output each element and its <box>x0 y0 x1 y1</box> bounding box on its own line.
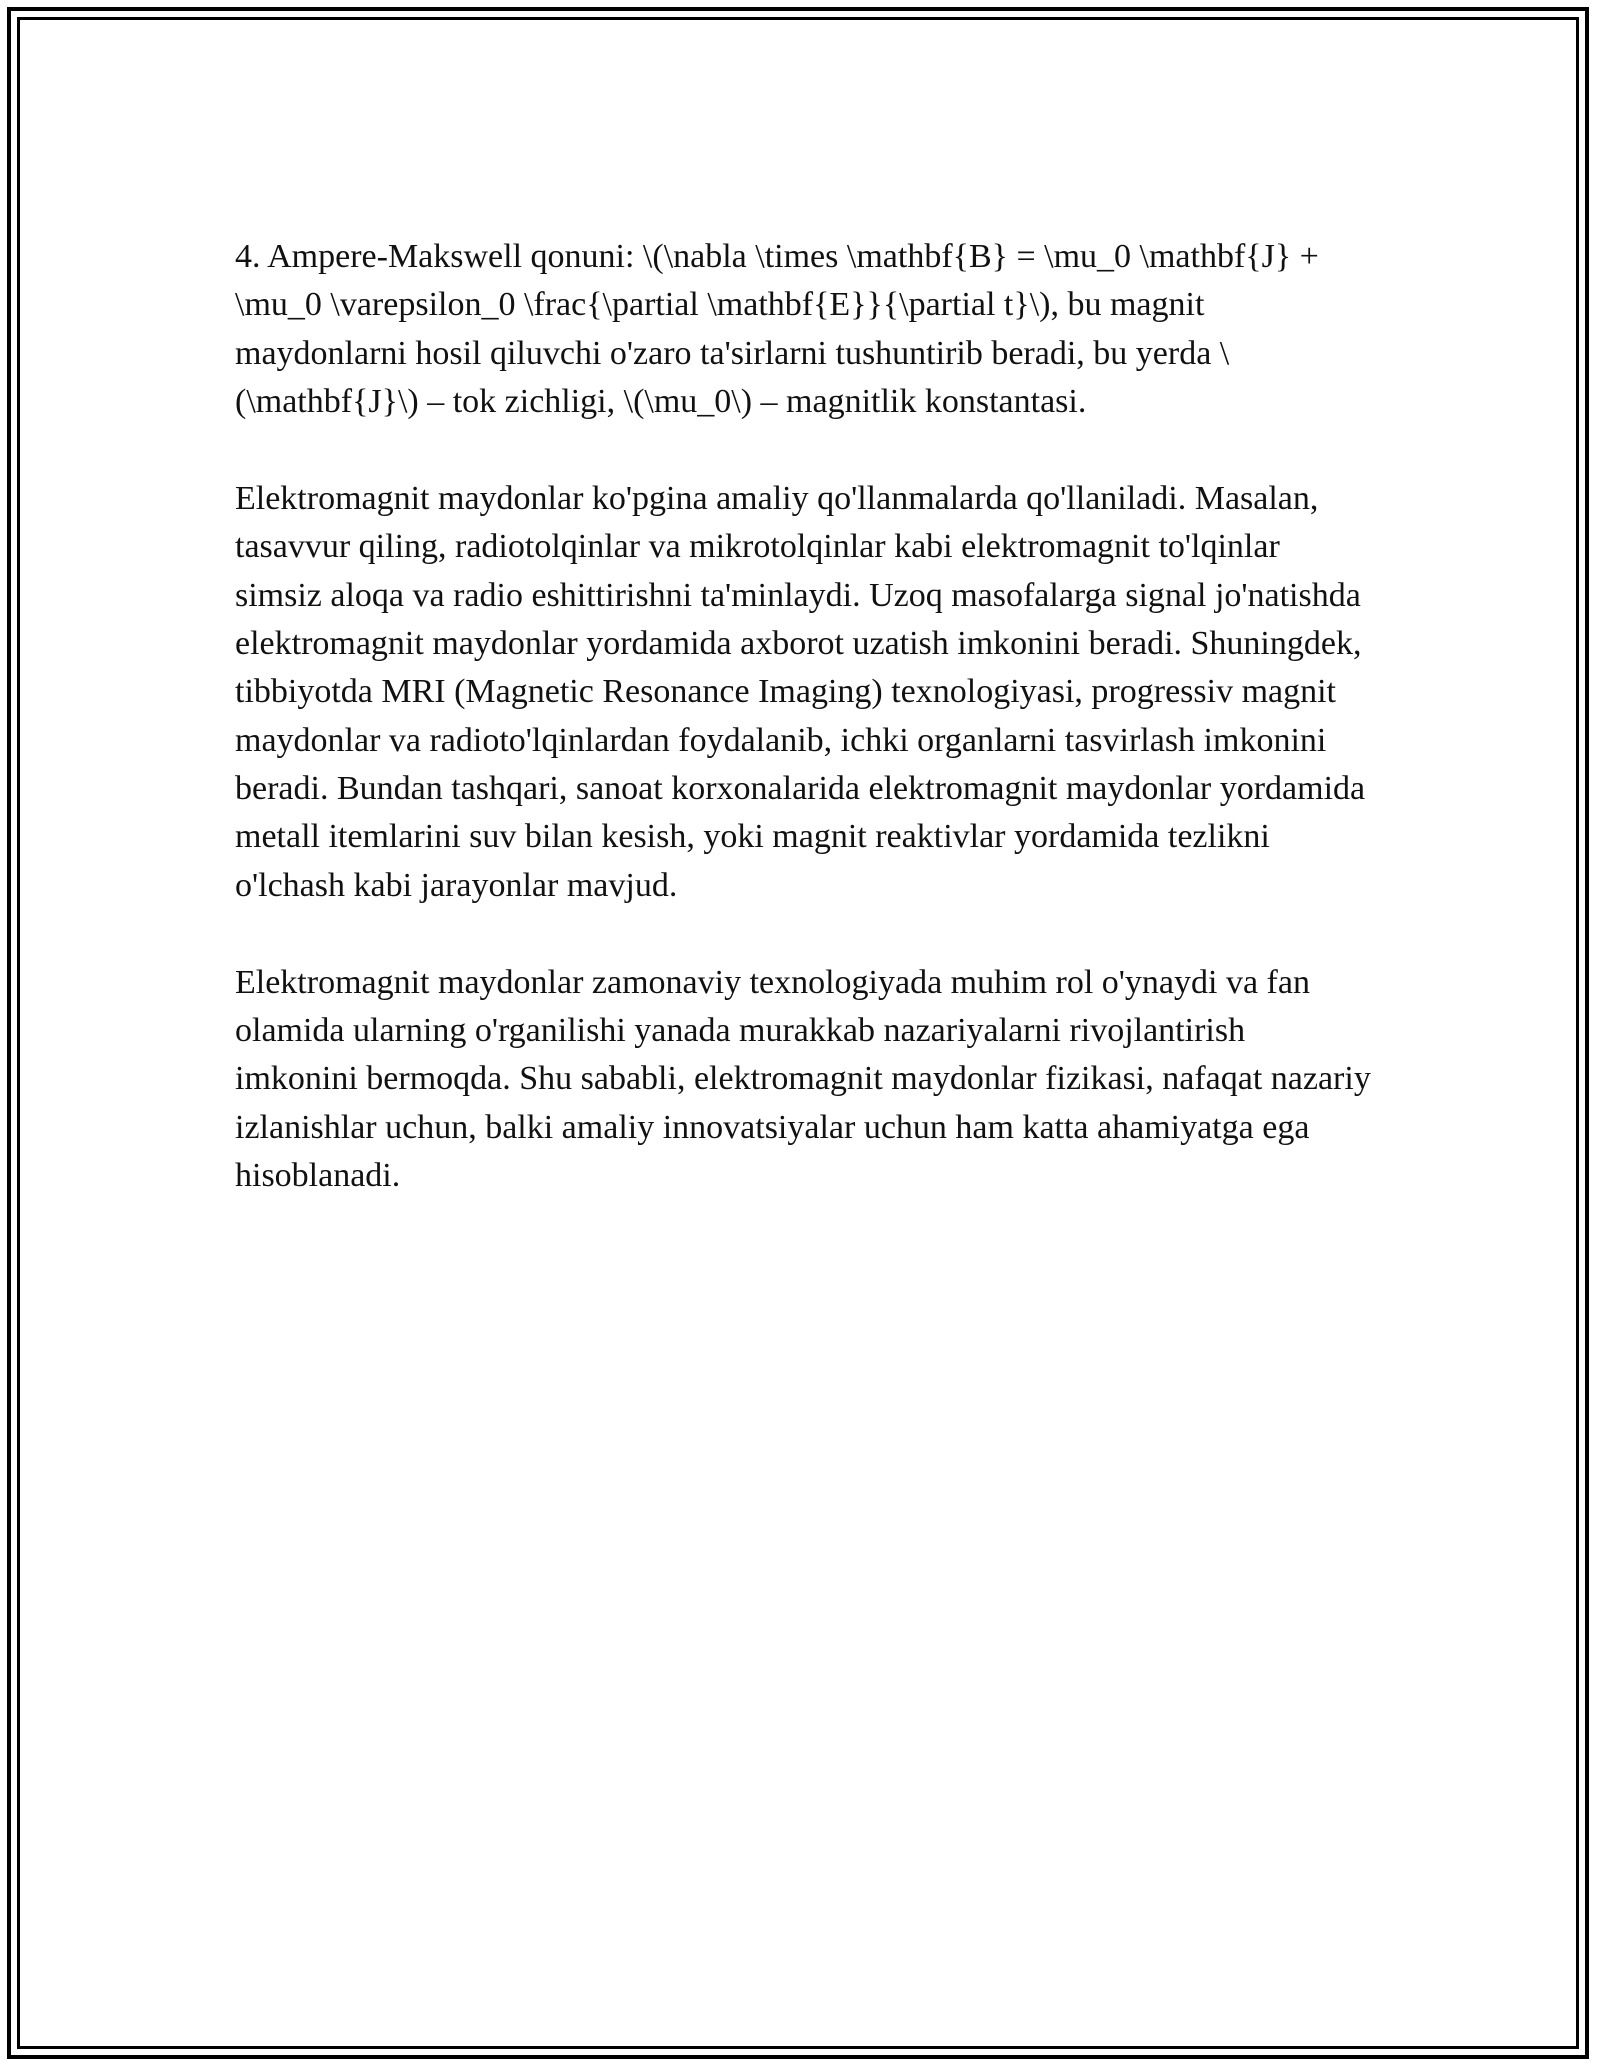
document-body <box>235 233 1375 1249</box>
paragraph-applications: Elektromagnit maydonlar ko'pgina amaliy qo'llanmalarda qo'llaniladi. Masalan, tasavvur qiling, radiotolqinlar va mikrotolqinlar kabi elektromagnit to'lqinlar simsiz aloqa va radio eshittirishni ta'minlaydi. Uzoq masofalarga signal jo'natishda elektromagnit maydonlar yordamida axborot uzatish imkonini beradi. Shuningdek, tibbiyotda MRI (Magnetic Resonance Imaging) texnologiyasi, progressiv magnit maydonlar va radioto'lqinlardan foydalanib, ichki organlarni tasvirlash imkonini beradi. Bundan tashqari, sanoat korxonalarida elektromagnit maydonlar yordamida metall itemlarini suv bilan kesish, yoki magnit reaktivlar yordamida tezlikni o'lchash kabi jarayonlar mavjud. <box>235 480 1366 904</box>
paragraph-ampere-maxwell-law: 4. Ampere-Makswell qonuni: \(\nabla \times \mathbf{B} = \mu_0 \mathbf{J} + \mu_0 \varepsilon_0 \frac{\partial \mathbf{E}}{\partial t}\), bu magnit maydonlarni hosil qiluvchi o'zaro ta'sirlarni tushuntirib beradi, bu yerda \(\mathbf{J}\) – tok zichligi, \(\mu_0\) – magnitlik konstantasi. <box>235 238 1319 420</box>
paragraph-conclusion: Elektromagnit maydonlar zamonaviy texnologiyada muhim rol o'ynaydi va fan olamida ularning o'rganilishi yanada murakkab nazariyalarni rivojlantirish imkonini bermoqda. Shu sababli, elektromagnit maydonlar fizikasi, nafaqat nazariy izlanishlar uchun, balki amaliy innovatsiyalar uchun ham katta ahamiyatga ega hisoblanadi. <box>235 963 1371 1195</box>
